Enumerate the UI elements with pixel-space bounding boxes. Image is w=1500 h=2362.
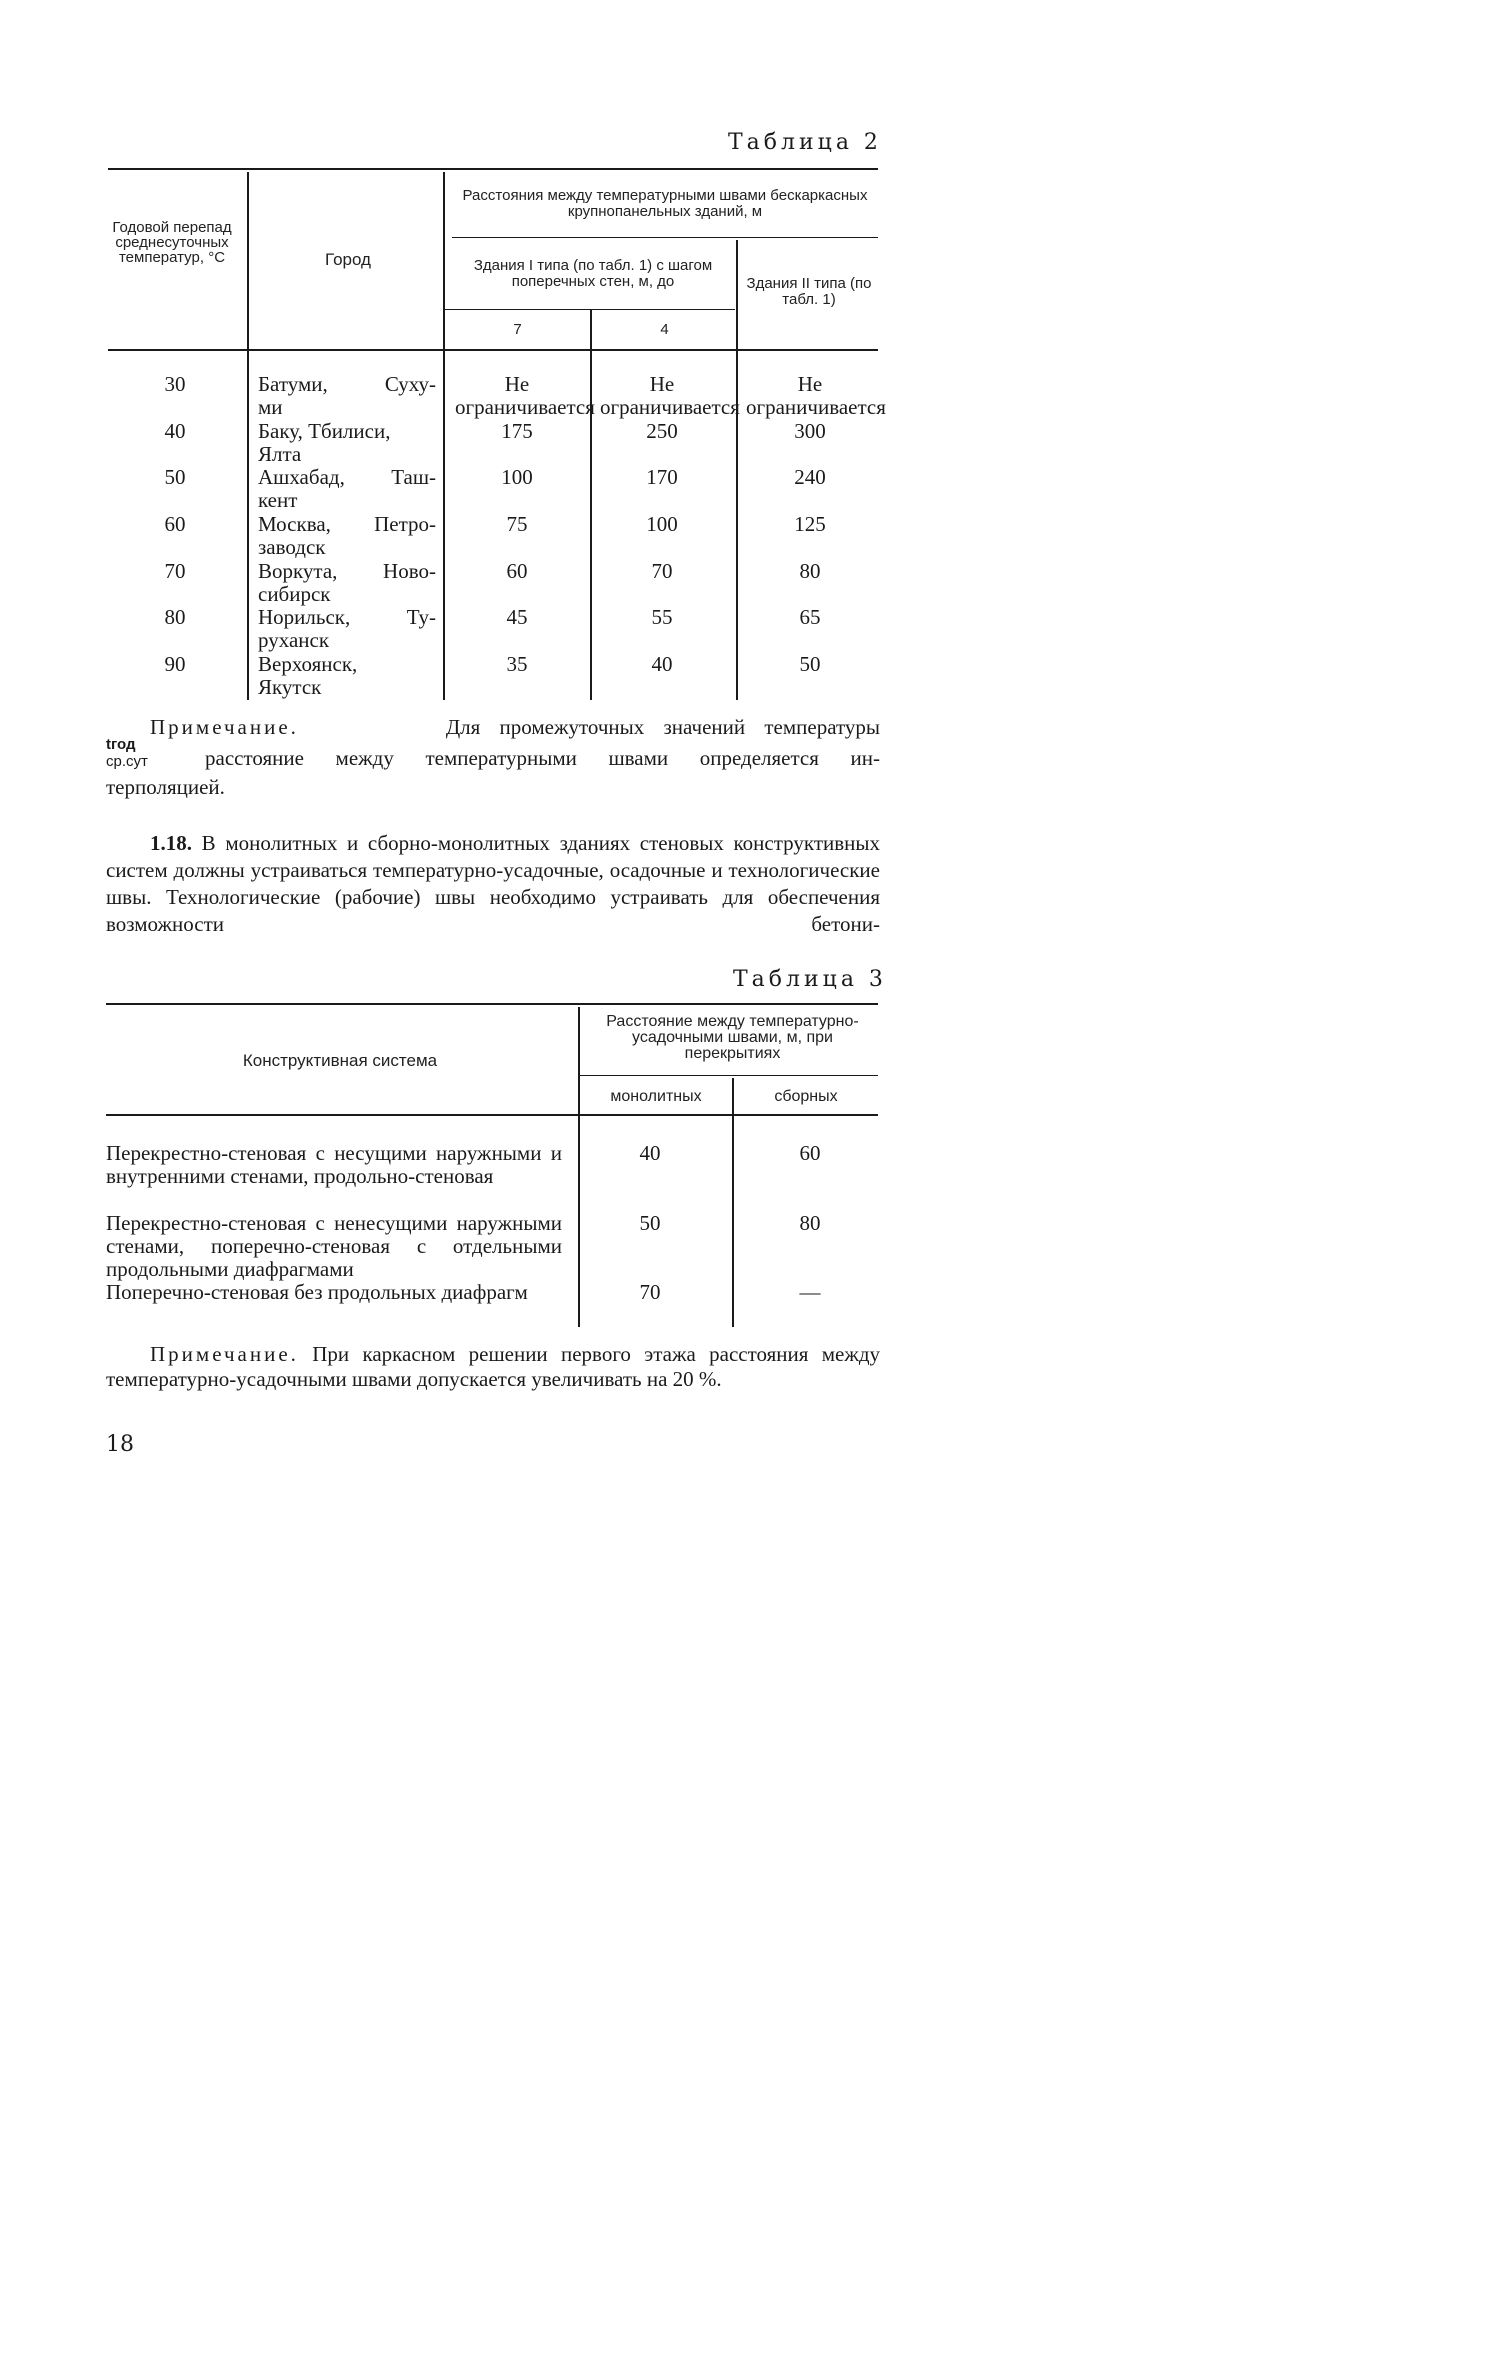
table2-note-label: Примечание. — [150, 715, 299, 739]
table3-cell-system: Перекрестно-стеновая с несущими наружными и внутренними стенами, продольно-стеновая — [106, 1141, 562, 1188]
table2-note-symbol — [106, 737, 196, 769]
table2-cell-step4: Не ограничивается — [600, 372, 740, 419]
table2-group-rule — [452, 237, 878, 238]
table3-vline-2 — [732, 1078, 734, 1327]
table2-cell-city-line1: Воркута, Ново- — [258, 559, 436, 583]
table2-cell-type2: 240 — [794, 465, 826, 489]
table2-cell-step7: Не ограничивается — [455, 372, 595, 419]
table2-note-text3: терполяцией. — [106, 775, 225, 799]
table2-cell-city-line2: Якутск — [258, 675, 322, 699]
table3-cell-mono: 70 — [639, 1280, 661, 1304]
table2-cell-city-line1: Норильск, Ту- — [258, 605, 436, 629]
table2-header-temp: Годовой перепад среднесуточных температур, °С — [112, 219, 232, 266]
table2-cell-type2: 65 — [799, 605, 821, 629]
table3-header-prefab: сборных — [774, 1088, 838, 1105]
table3-note-text: При каркасном решении первого этажа расстояния между температурно-усадочными швами допускается увеличивать на 20 %. — [106, 1342, 881, 1391]
table2-cell-city-line1: Верхоянск, — [258, 652, 358, 676]
table2-cell-temp: 80 — [164, 605, 186, 629]
table3-cell-prefab: 60 — [799, 1141, 821, 1165]
table3-header-rule — [106, 1114, 878, 1116]
table2-cell-step4: 40 — [651, 652, 673, 676]
table2-cell-type2: 80 — [799, 559, 821, 583]
table2-cell-step7: 175 — [501, 419, 533, 443]
table2-cell-city-line2: кент — [258, 488, 298, 512]
table2-cell-city-line1: Ашхабад, Таш- — [258, 465, 436, 489]
table2-cell-temp: 90 — [164, 652, 186, 676]
table2-vline-2 — [443, 172, 445, 700]
table2-vline-1 — [247, 172, 249, 700]
table3-cell-system: Поперечно-стеновая без продольных диафрагм — [106, 1280, 528, 1304]
table2-cell-type2: 125 — [794, 512, 826, 536]
table2-cell-step7: 45 — [506, 605, 528, 629]
table2-cell-type2: 50 — [799, 652, 821, 676]
table3-note — [106, 1342, 880, 1392]
table2-header-city: Город — [325, 250, 371, 269]
table2-cell-step7: 75 — [506, 512, 528, 536]
table2-header-type1: Здания I типа (по табл. 1) с шагом поперечных стен, м, до — [473, 257, 713, 290]
table2-cell-step7: 35 — [506, 652, 528, 676]
table2-note-line1 — [150, 714, 880, 741]
table2-cell-city-line2: руханск — [258, 628, 330, 652]
table2-vline-4 — [736, 240, 738, 700]
table3-cell-prefab: 80 — [799, 1211, 821, 1235]
table3-header-system: Конструктивная система — [242, 1051, 438, 1070]
table2-top-rule — [108, 168, 878, 170]
table2-header-step7: 7 — [513, 321, 522, 338]
table3-cell-system: Перекрестно-стеновая с ненесущими наружными стенами, поперечно-стеновая с отдельными продольными диафрагмами — [106, 1211, 562, 1281]
table2-cell-step4: 70 — [651, 559, 673, 583]
table2-cell-step4: 100 — [646, 512, 678, 536]
table2-note-text2: расстояние между температурными швами определяется ин- — [205, 746, 880, 770]
table3-cell-mono: 50 — [639, 1211, 661, 1235]
page-number: 18 — [106, 1432, 134, 1457]
table3-top-rule — [106, 1003, 878, 1005]
table2-header-rule — [108, 349, 878, 351]
table3-caption: Таблица 3 — [733, 967, 887, 992]
table2-vline-3 — [590, 310, 592, 700]
table2-cell-step4: 170 — [646, 465, 678, 489]
table3-cell-mono: 40 — [639, 1141, 661, 1165]
table2-cell-step7: 100 — [501, 465, 533, 489]
table2-cell-temp: 50 — [164, 465, 186, 489]
table2-note-symbol-sup: tгод — [106, 736, 136, 753]
table2-cell-temp: 60 — [164, 512, 186, 536]
table2-cell-step4: 55 — [651, 605, 673, 629]
table2-cell-city-line1: Москва, Петро- — [258, 512, 436, 536]
table3-header-mono: монолитных — [610, 1088, 702, 1105]
table2-cell-type2: 300 — [794, 419, 826, 443]
table2-cell-city-line1: Батуми, Суху- — [258, 372, 436, 396]
section-1-18 — [106, 830, 880, 938]
table3-header-group: Расстояние между температурно-усадочными швами, м, при перекрытиях — [606, 1013, 859, 1062]
table2-cell-city-line2: заводск — [258, 535, 326, 559]
table2-header-group: Расстояния между температурными швами бескаркасных крупнопанельных зданий, м — [462, 187, 868, 220]
section-text: В монолитных и сборно-монолитных зданиях стеновых конструктивных систем должны устраиваться температурно-усадочные, осадочные и технологические швы. Технологические (рабочие) швы необходимо устраивать для обеспечения возможности бетони- — [106, 831, 880, 936]
table2-cell-city-line2: Ялта — [258, 442, 302, 466]
section-number: 1.18. — [150, 831, 192, 855]
table2-cell-city-line2: ми — [258, 395, 283, 419]
table3-cell-prefab: — — [799, 1280, 821, 1304]
table2-note-text1: Для промежуточных значений температуры — [445, 715, 880, 739]
table2-cell-step7: 60 — [506, 559, 528, 583]
table2-cell-step4: 250 — [646, 419, 678, 443]
table2-cell-city-line1: Баку, Тбилиси, — [258, 419, 391, 443]
table2-header-step4: 4 — [660, 321, 669, 338]
table2-note-symbol-sub: ср.сут — [106, 753, 148, 770]
table3-note-label: Примечание. — [150, 1342, 299, 1366]
table2-cell-temp: 70 — [164, 559, 186, 583]
table2-cell-city-line2: сибирск — [258, 582, 331, 606]
table3-group-rule — [580, 1075, 878, 1076]
table3-vline-1 — [578, 1007, 580, 1327]
table2-cell-temp: 40 — [164, 419, 186, 443]
table2-caption: Таблица 2 — [728, 130, 882, 155]
table2-header-type2: Здания II типа (по табл. 1) — [746, 275, 872, 308]
table2-cell-type2: Не ограничивается — [746, 372, 886, 419]
table2-cell-temp: 30 — [164, 372, 186, 396]
